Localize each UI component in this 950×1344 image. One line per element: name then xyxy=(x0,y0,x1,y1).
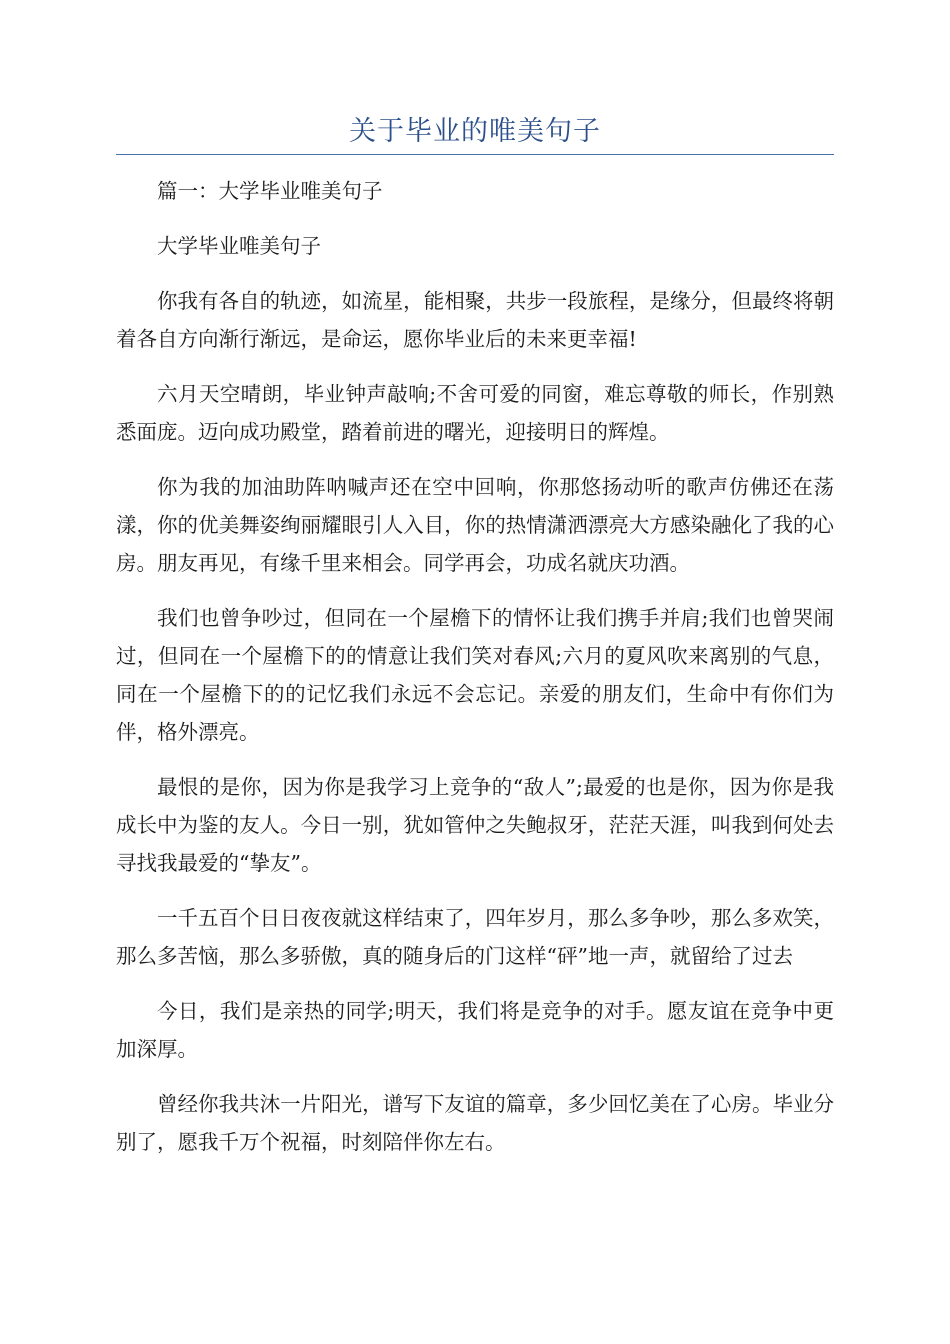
title-underline xyxy=(116,154,834,155)
paragraph: 最恨的是你，因为你是我学习上竞争的“敌人”;最爱的也是你，因为你是我成长中为鉴的友人。今日一别，犹如管仲之失鲍叔牙，茫茫天涯，叫我到何处去寻找我最爱的“挚友”。 xyxy=(116,775,834,875)
section-heading: 篇一：大学毕业唯美句子 xyxy=(157,179,383,203)
paragraph: 曾经你我共沐一片阳光，谱写下友谊的篇章，多少回忆美在了心房。毕业分别了，愿我千万个祝福，时刻陪伴你左右。 xyxy=(116,1092,834,1154)
subheading: 大学毕业唯美句子 xyxy=(157,234,321,258)
paragraph: 今日，我们是亲热的同学;明天，我们将是竞争的对手。愿友谊在竞争中更加深厚。 xyxy=(116,999,834,1061)
paragraph: 一千五百个日日夜夜就这样结束了，四年岁月，那么多争吵，那么多欢笑，那么多苦恼，那么多骄傲，真的随身后的门这样“砰”地一声，就留给了过去 xyxy=(116,906,834,968)
paragraph: 你为我的加油助阵呐喊声还在空中回响，你那悠扬动听的歌声仿佛还在荡漾，你的优美舞姿绚丽耀眼引人入目，你的热情潇洒漂亮大方感染融化了我的心房。朋友再见，有缘千里来相会。同学再会，功成名就庆功酒。 xyxy=(116,475,834,575)
document-body xyxy=(116,172,834,1178)
paragraph: 六月天空晴朗，毕业钟声敲响;不舍可爱的同窗，难忘尊敬的师长，作别熟悉面庞。迈向成功殿堂，踏着前进的曙光，迎接明日的辉煌。 xyxy=(116,382,834,444)
paragraph: 你我有各自的轨迹，如流星，能相聚，共步一段旅程，是缘分，但最终将朝着各自方向渐行渐远，是命运，愿你毕业后的未来更幸福! xyxy=(116,289,834,351)
document-title: 关于毕业的唯美句子 xyxy=(349,116,601,147)
paragraph: 我们也曾争吵过，但同在一个屋檐下的情怀让我们携手并肩;我们也曾哭闹过，但同在一个屋檐下的的情意让我们笑对春风;六月的夏风吹来离别的气息，同在一个屋檐下的的记忆我们永远不会忘记。亲爱的朋友们，生命中有你们为伴，格外漂亮。 xyxy=(116,606,834,744)
